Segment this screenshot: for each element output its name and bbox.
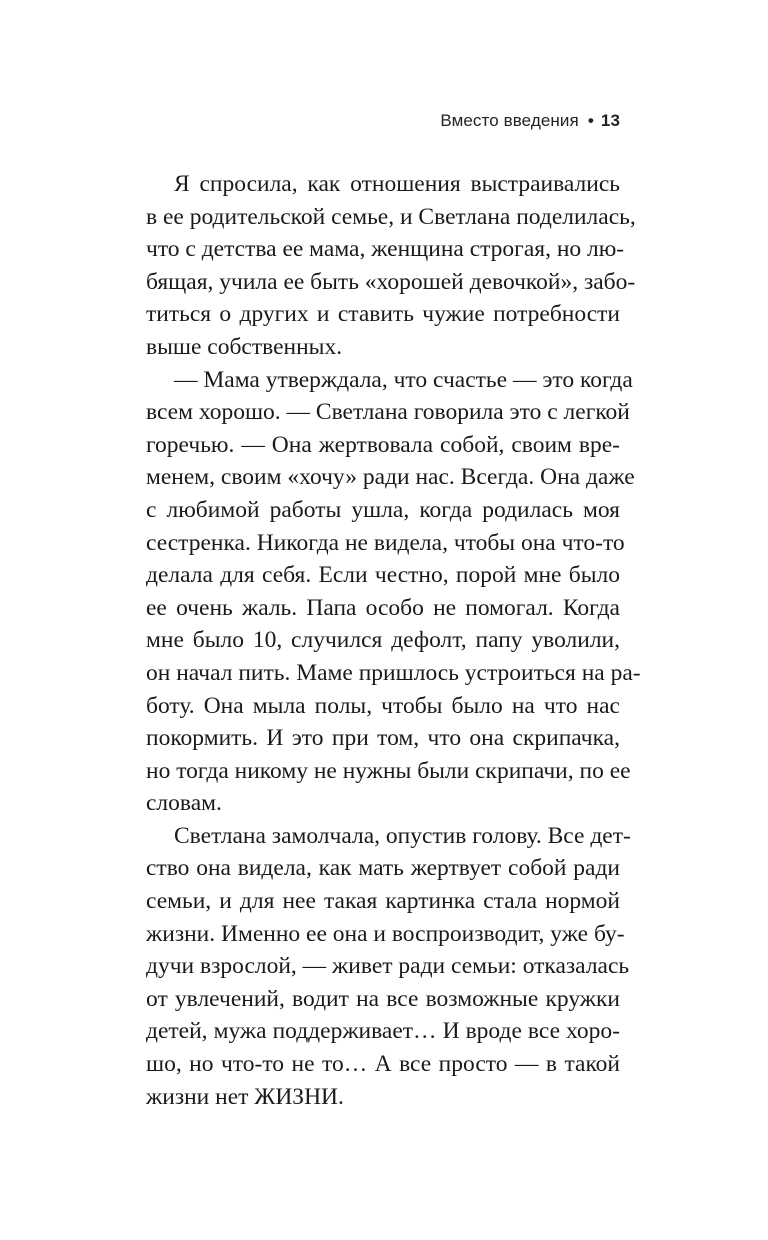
text-line: сестренка. Никогда не видела, чтобы она что-то (146, 529, 625, 556)
text-line: что с детства ее мама, женщина строгая, но лю- (146, 236, 625, 263)
text-line: титься о других и ставить чужие потребности (146, 301, 620, 328)
body-text (146, 168, 641, 1113)
text-line: словам. (146, 790, 222, 817)
text-line: жизни. Именно ее она и воспроизводит, уже бу- (146, 920, 625, 947)
paragraph-3 (146, 820, 631, 1113)
text-line: всем хорошо. — Светлана говорила это с легкой (146, 399, 630, 426)
text-line: семьи, и для нее такая картинка стала нормой (146, 888, 620, 915)
text-line: боту. Она мыла полы, чтобы было на что нас (146, 692, 620, 719)
text-line: он начал пить. Маме пришлось устроиться на ра- (146, 659, 641, 686)
text-line: — Мама утверждала, что счастье — это когда (174, 366, 633, 393)
text-line: делала для себя. Если честно, порой мне было (146, 562, 620, 589)
text-line: покормить. И это при том, что она скрипачка, (146, 725, 620, 752)
separator-bullet: • (587, 111, 594, 130)
text-line: но тогда никому не нужны были скрипачи, по ее (146, 757, 631, 784)
text-line: горечью. — Она жертвовала собой, своим вре- (146, 431, 620, 458)
text-line: жизни нет ЖИЗНИ. (146, 1083, 344, 1110)
text-line: в ее родительской семье, и Светлана поделилась, (146, 203, 636, 230)
text-line: ство она видела, как мать жертвует собой ради (146, 855, 620, 882)
text-line: дучи взрослой, — живет ради семьи: отказалась (146, 953, 630, 980)
text-line: от увлечений, водит на все возможные кружки (146, 985, 620, 1012)
paragraph-1 (146, 168, 636, 364)
page-number: 13 (600, 111, 620, 130)
text-line: выше собственных. (146, 333, 343, 360)
section-title: Вместо введения (440, 111, 579, 130)
text-line: Светлана замолчала, опустив голову. Все дет- (174, 822, 631, 849)
text-line: мне было 10, случился дефолт, папу уволили, (146, 627, 620, 654)
paragraph-2 (146, 364, 641, 820)
text-line: с любимой работы ушла, когда родилась моя (146, 496, 620, 523)
text-line: Я спросила, как отношения выстраивались (174, 171, 620, 197)
text-line: ее очень жаль. Папа особо не помогал. Когда (146, 594, 620, 621)
text-line: менем, своим «хочу» ради нас. Всегда. Она даже (146, 464, 635, 491)
text-line: бящая, учила ее быть «хорошей девочкой», забо- (146, 268, 636, 295)
text-line: шо, но что-то не то… А все просто — в такой (146, 1051, 620, 1078)
text-line: детей, мужа поддерживает… И вроде все хоро- (146, 1018, 620, 1045)
running-head (440, 111, 620, 131)
